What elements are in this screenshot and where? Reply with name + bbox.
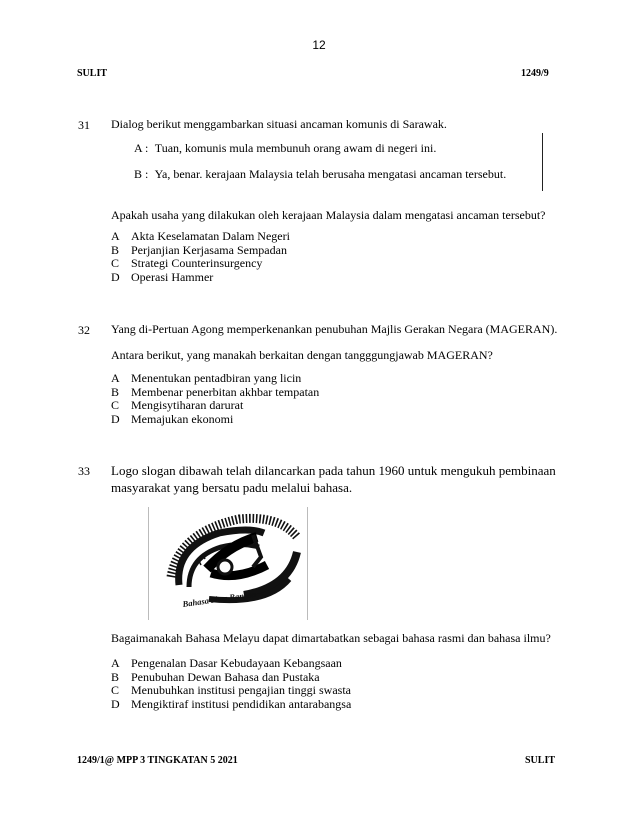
q31-option-b[interactable]: [111, 244, 290, 258]
q31-question: Apakah usaha yang dilakukan oleh kerajaan Malaysia dalam mengatasi ancaman tersebut?: [111, 208, 546, 222]
option-letter: A: [111, 371, 120, 385]
option-letter: B: [111, 384, 120, 399]
q32-stem: Yang di-Pertuan Agong memperkenankan penubuhan Majlis Gerakan Negara (MAGERAN).: [111, 322, 558, 336]
q33-option-a[interactable]: [111, 657, 351, 671]
q33-stem-line2: masyarakat yang bersatu padu melalui bahasa.: [111, 480, 353, 495]
option-text: Menentukan pentadbiran yang licin: [131, 371, 302, 385]
header-sulit: SULIT: [77, 68, 108, 79]
option-text: Menubuhkan institusi pengajian tinggi swasta: [131, 683, 351, 697]
option-letter: B: [111, 669, 120, 684]
q33-number: 33: [78, 464, 90, 478]
q32-option-a[interactable]: [111, 372, 319, 386]
q31-stem: Dialog berikut menggambarkan situasi ancaman komunis di Sarawak.: [111, 117, 447, 131]
option-letter: D: [111, 411, 120, 426]
footer-code: 1249/1@ MPP 3 TINGKATAN 5 2021: [77, 755, 238, 766]
q31-dialog-a: [134, 141, 436, 156]
dialog-speaker: B :: [134, 167, 149, 181]
option-text: Membenar penerbitan akhbar tempatan: [131, 384, 320, 399]
q33-options: [111, 657, 351, 711]
option-text: Perjanjian Kerjasama Sempadan: [131, 242, 287, 257]
q33-option-b[interactable]: [111, 671, 351, 685]
q32-option-d[interactable]: [111, 413, 319, 427]
option-letter: C: [111, 398, 120, 412]
option-text: Akta Keselamatan Dalam Negeri: [131, 229, 290, 243]
q31-options: [111, 230, 290, 284]
q32-option-c[interactable]: [111, 399, 319, 413]
option-letter: D: [111, 696, 120, 711]
option-text: Pengenalan Dasar Kebudayaan Kebangsaan: [131, 656, 342, 670]
dialog-line: Tuan, komunis mula membunuh orang awam di negeri ini.: [154, 141, 437, 155]
q33-option-c[interactable]: [111, 684, 351, 698]
option-letter: C: [111, 256, 120, 270]
logo-figure: [148, 507, 308, 620]
page-number: 12: [312, 38, 326, 52]
option-letter: B: [111, 242, 120, 257]
option-text: Strategi Counterinsurgency: [131, 256, 263, 270]
q33-option-d[interactable]: [111, 698, 351, 712]
option-text: Memajukan ekonomi: [131, 411, 234, 426]
dialog-border: [542, 133, 543, 191]
q31-number: 31: [78, 118, 90, 132]
q32-number: 32: [78, 323, 90, 337]
footer-sulit: SULIT: [525, 755, 556, 766]
q32-options: [111, 372, 319, 426]
option-letter: D: [111, 269, 120, 284]
q31-option-c[interactable]: [111, 257, 290, 271]
q32-option-b[interactable]: [111, 386, 319, 400]
q32-question: Antara berikut, yang manakah berkaitan dengan tangggungjawab MAGERAN?: [111, 348, 493, 362]
dialog-speaker: A :: [134, 141, 149, 155]
logo-caption: Bahasa Jiwa Bangsa: [181, 588, 257, 609]
dialog-line: Ya, benar. kerajaan Malaysia telah berusaha mengatasi ancaman tersebut.: [154, 167, 507, 181]
q31-option-a[interactable]: [111, 230, 290, 244]
q33-question: Bagaimanakah Bahasa Melayu dapat dimartabatkan sebagai bahasa rasmi dan bahasa ilmu?: [111, 631, 551, 645]
option-text: Mengisytiharan darurat: [131, 398, 244, 412]
q31-option-d[interactable]: [111, 271, 290, 285]
option-letter: A: [111, 229, 120, 243]
bahasa-jiwa-bangsa-logo: [149, 507, 307, 620]
option-letter: C: [111, 683, 120, 697]
option-letter: A: [111, 656, 120, 670]
q31-dialog-b: [134, 167, 506, 182]
option-text: Penubuhan Dewan Bahasa dan Pustaka: [131, 669, 320, 684]
header-code: 1249/9: [521, 68, 549, 79]
q33-stem-line1: Logo slogan dibawah telah dilancarkan pada tahun 1960 untuk mengukuh pembinaan: [111, 463, 556, 478]
option-text: Operasi Hammer: [131, 269, 214, 284]
option-text: Mengiktiraf institusi pendidikan antarabangsa: [131, 696, 352, 711]
